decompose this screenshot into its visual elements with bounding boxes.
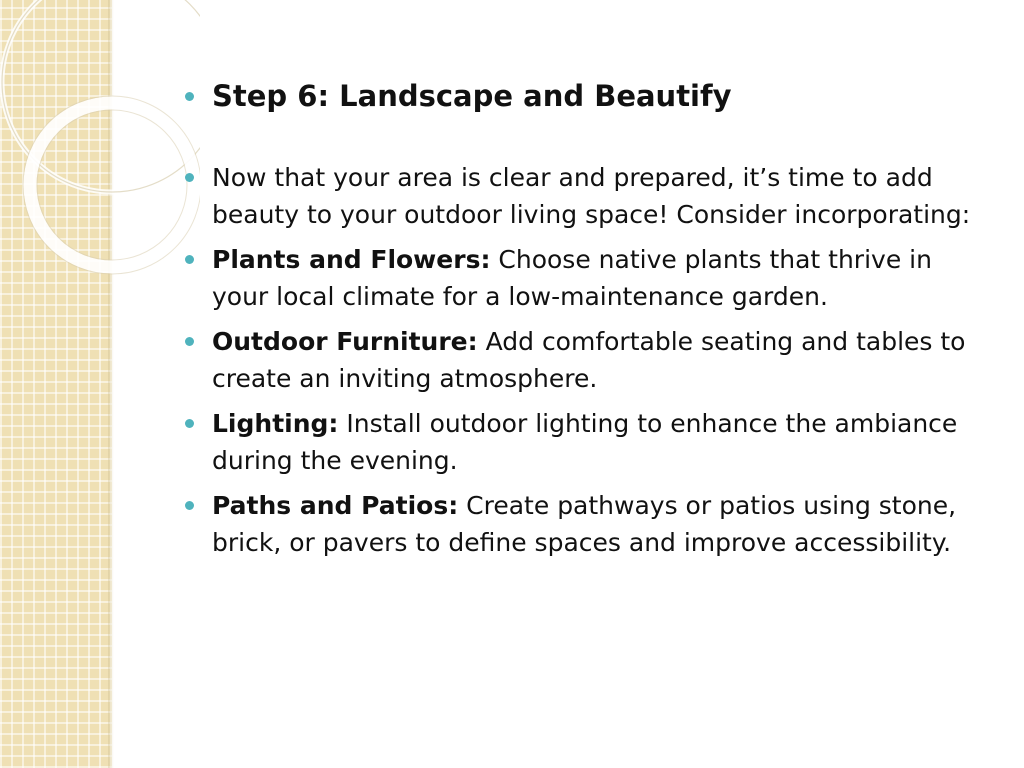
slide-content (184, 78, 984, 569)
heading-text: Step 6: Landscape and Beautify (212, 79, 732, 113)
bullet-text: Create pathways or patios using stone, brick, or pavers to define spaces and improve accessibility. (212, 491, 957, 557)
bullet-paths-and-patios (184, 487, 984, 561)
bullet-text: Install outdoor lighting to enhance the ambiance during the evening. (212, 409, 958, 475)
bullet-list (184, 78, 984, 561)
bullet-dot-icon (185, 255, 194, 264)
bullet-dot-icon (185, 173, 194, 182)
decorative-rings (0, 0, 200, 280)
bullet-lighting (184, 405, 984, 479)
bullet-text: Add comfortable seating and tables to create an inviting atmosphere. (212, 327, 966, 393)
small-ring-inner-outline (37, 110, 187, 260)
intro-bullet (184, 159, 984, 233)
bullet-term: Outdoor Furniture: (212, 327, 478, 356)
bullet-dot-icon (185, 92, 194, 101)
bullet-dot-icon (185, 419, 194, 428)
intro-text: Now that your area is clear and prepared, it’s time to add beauty to your outdoor living space! Consider incorporating: (212, 163, 971, 229)
small-ring (30, 103, 194, 267)
bullet-text: Choose native plants that thrive in your local climate for a low-maintenance garden. (212, 245, 932, 311)
bullet-term: Lighting: (212, 409, 339, 438)
bullet-outdoor-furniture (184, 323, 984, 397)
bullet-term: Paths and Patios: (212, 491, 459, 520)
slide-heading (184, 78, 984, 115)
bullet-dot-icon (185, 337, 194, 346)
bullet-plants-and-flowers (184, 241, 984, 315)
bullet-term: Plants and Flowers: (212, 245, 491, 274)
bullet-dot-icon (185, 501, 194, 510)
